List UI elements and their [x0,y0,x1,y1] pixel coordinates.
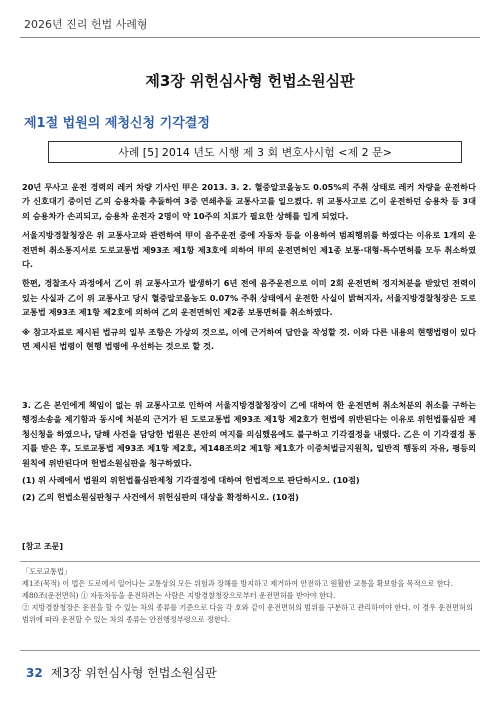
page-number: 32 [26,666,43,680]
case-box-text: 사례 [5] 2014 년도 시행 제 3 회 변호사시험 <제 2 문> [118,146,392,159]
fact-paragraph: 한편, 경찰조사 과정에서 乙이 위 교통사고가 발생하기 6년 전에 음주운전으로 이미 2회 운전면허 정지처분을 받았던 전력이 있는 사실과 乙이 위 교통사고 당시 혈중알코올농도 0.07% 주취 상태에서 운전한 사실이 밝혀지자, 서울지방경찰청장은 도로교통법 제93조 제1항 제2호에 의하여 乙의 운전면허인 제2종 보통면허를 취소하였다. [22,278,476,318]
running-header: 2026년 진리 헌법 사례형 [24,18,148,31]
reference-line: 제1조(목적) 이 법은 도로에서 일어나는 교통상의 모든 위험과 장해를 방지하고 제거하여 안전하고 원활한 교통을 확보함을 목적으로 한다. [22,579,453,588]
reference-line: ② 지방경찰청장은 운전을 할 수 있는 차의 종류를 기준으로 다음 각 호와 같이 운전면허의 범위를 구분하고 관리하여야 한다. 이 경우 운전면허의 범위에 따라 운전할 수 있는 차의 종류는 안전행정부령으로 정한다. [22,603,473,624]
header-rule [20,37,480,38]
reference-box [20,561,480,651]
question-item: (1) 위 사례에서 법원의 위헌법률심판제청 기각결정에 대하여 헌법적으로 판단하시오. (10점) [22,475,360,486]
section-title: 제1절 법원의 제청신청 기각결정 [24,116,210,131]
fact-paragraph: 20년 무사고 운전 경력의 레커 차량 기사인 甲은 2013. 3. 2. 혈중알코올농도 0.05%의 주취 상태로 레커 차량을 운전하다가 신호대기 중이던 乙의 승용차를 추돌하여 3중 연쇄추돌 교통사고를 일으켰다. 위 교통사고로 乙이 운전하던 승용차 등 3대의 승용차가 손괴되고, 승용차 운전자 2명이 약 10주의 치료가 필요한 상해를 입게 되었다. [22,182,476,221]
chapter-title: 제3장 위헌심사형 헌법소원심판 [145,72,355,90]
reference-line: 제80조(운전면허) ① 자동차등을 운전하려는 사람은 지방경찰청장으로부터 운전면허를 받아야 한다. [22,591,336,600]
question-item: (2) 乙의 헌법소원심판청구 사건에서 위헌심판의 대상을 확정하시오. (10점) [22,492,299,503]
reference-line: 「도로교통법」 [22,567,72,576]
fact-paragraph: 서울지방경찰청장은 위 교통사고와 관련하여 甲이 음주운전 중에 자동차 등을 이용하여 범죄행위를 하였다는 이유로 1개의 운전면허 취소통지서로 도로교통법 제93조 제1항 제3호에 의하여 甲의 운전면허인 제1종 보통·대형·특수면허를 모두 취소하였다. [22,230,476,270]
question-block [22,398,476,508]
page-footer [26,664,217,681]
facts-block [22,180,476,358]
question-intro: 3. 乙은 본인에게 책임이 없는 위 교통사고로 인하여 서울지방경찰청장이 乙에 대하여 한 운전면허 취소처분의 취소를 구하는 행정소송을 제기함과 동시에 처분의 근거가 된 도로교통법 제93조 제1항 제2호가 헌법에 위반된다는 이유로 위헌법률심판 제청신청을 하였으나, 당해 사건을 담당한 법원은 본안의 여지를 의심했음에도 불구하고 기각결정을 내렸다. 乙은 이 기각결정 통지를 받은 후, 도로교통법 제93조 제1항 제2호, 제148조의2 제1항 제1호가 이중처벌금지원칙, 일반적 행동의 자유, 평등의 원칙에 위반된다며 헌법소원심판을 청구하였다. [22,400,476,468]
case-box [48,141,462,163]
footer-title: 제3장 위헌심사형 헌법소원심판 [50,666,217,680]
note-paragraph: ※ 참고자료로 제시된 법규의 일부 조항은 가상의 것으로, 이에 근거하여 답안을 작성할 것. 이와 다른 내용의 현행법령이 있다면 제시된 법령이 현행 법령에 우선하는 것으로 할 것. [22,326,476,352]
reference-label: [참고 조문] [22,542,64,551]
